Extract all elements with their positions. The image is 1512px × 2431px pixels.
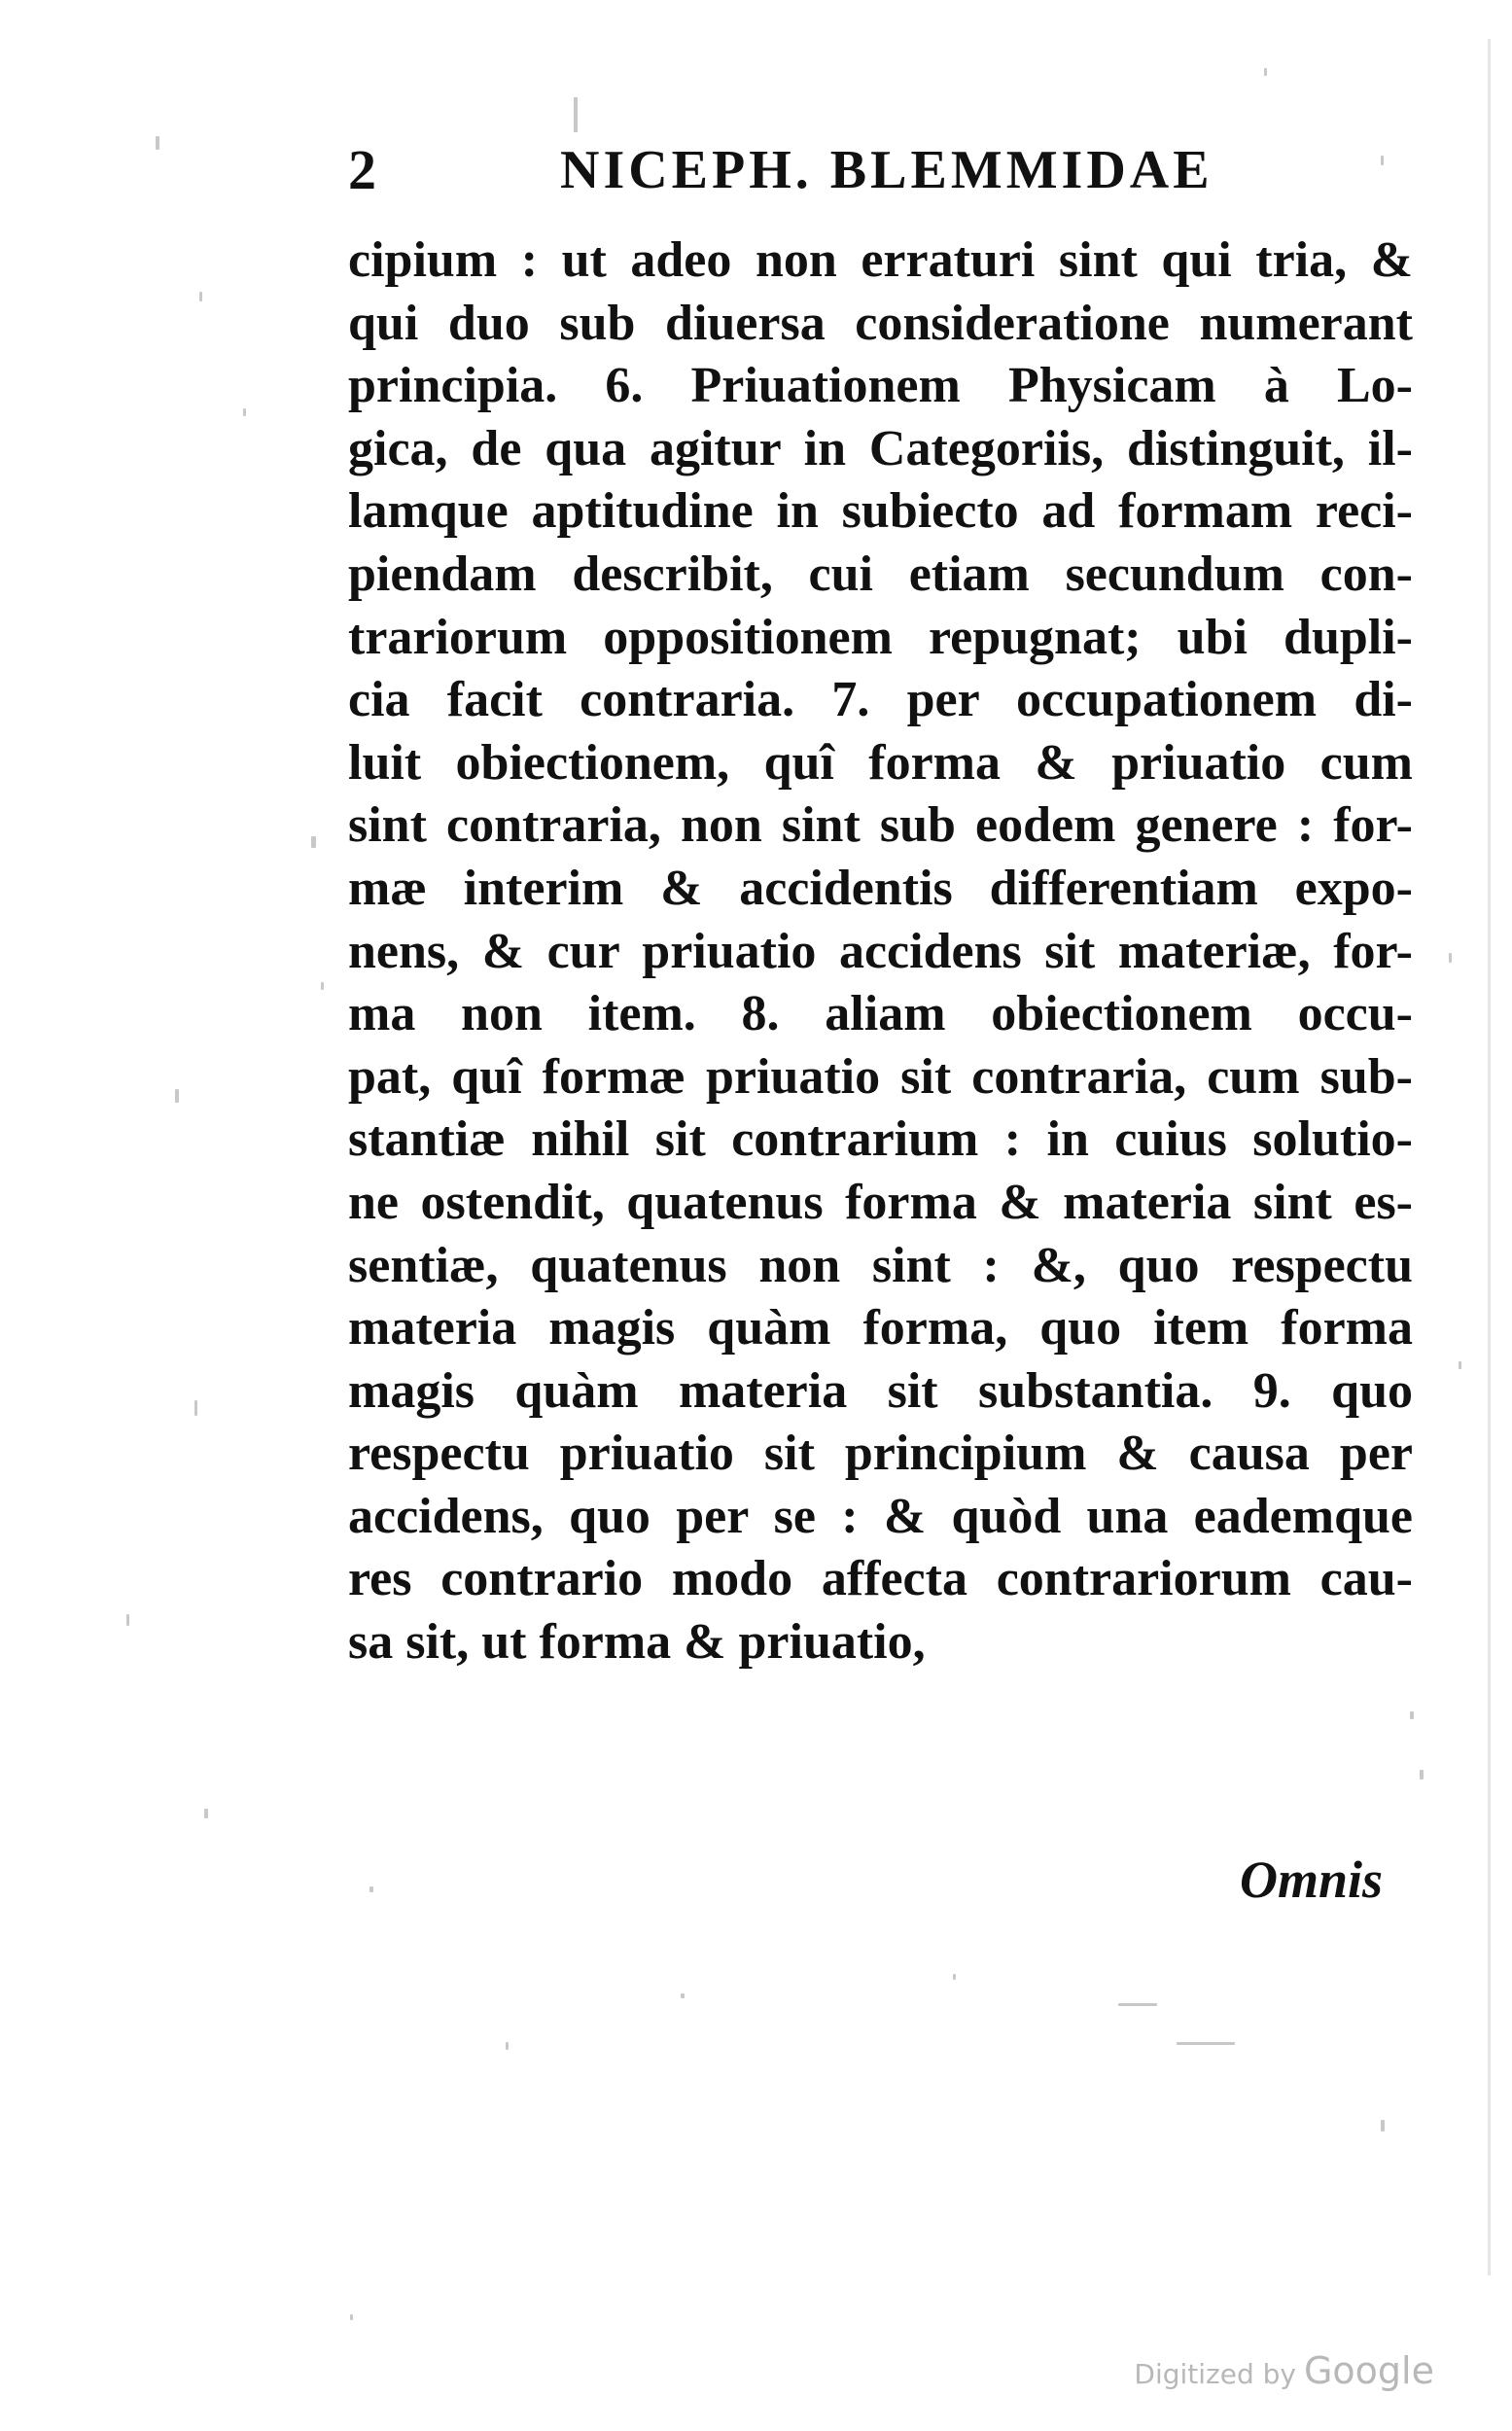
text-line: gica, de qua agitur in Categoriis, distinguit, il-: [348, 420, 1413, 476]
speck: [194, 1400, 197, 1416]
speck: [126, 1614, 129, 1626]
text-line: sint contraria, non sint sub eodem genere : for-: [348, 797, 1413, 854]
speck: [953, 1974, 956, 1980]
speck: [369, 1886, 373, 1892]
text-line: qui duo sub diuersa consideratione numerant: [348, 295, 1413, 351]
speck: [321, 982, 324, 990]
text-line: nens, & cur priuatio accidens sit materiæ, for-: [348, 923, 1413, 979]
page-edge-shadow: [1488, 39, 1491, 2275]
text-line: principia. 6. Priuationem Physicam à Lo-: [348, 358, 1413, 414]
text-line: respectu priuatio sit principium & causa per: [348, 1426, 1413, 1482]
text-line: trariorum oppositionem repugnat; ubi dupli-: [348, 609, 1413, 665]
text-line: res contrario modo affecta contrariorum cau-: [348, 1551, 1413, 1607]
speck: [574, 97, 578, 132]
text-line: mæ interim & accidentis differentiam expo-: [348, 860, 1413, 916]
speck: [199, 292, 202, 301]
speck: [1381, 2120, 1385, 2132]
speck: [204, 1809, 208, 1818]
text-line: cipium : ut adeo non erraturi sint qui tria, &: [348, 232, 1413, 288]
watermark-brand: Google: [1303, 2349, 1434, 2392]
speck: [175, 1089, 179, 1103]
text-line: piendam describit, cui etiam secundum con-: [348, 546, 1413, 602]
speck: [311, 836, 316, 848]
speck: [1420, 1770, 1424, 1779]
text-line: pat, quî formæ priuatio sit contraria, cum sub-: [348, 1048, 1413, 1105]
speck: [1459, 1361, 1461, 1369]
speck: [1264, 68, 1267, 76]
digitized-watermark: [1134, 2349, 1434, 2392]
speck: [506, 2042, 509, 2050]
text-line: ma non item. 8. aliam obiectionem occu-: [348, 986, 1413, 1042]
speck: [350, 2314, 353, 2320]
speck: [1410, 1711, 1414, 1719]
speck: [243, 408, 246, 416]
speck: [1449, 953, 1452, 963]
watermark-prefix: Digitized by: [1134, 2358, 1296, 2390]
text-line: materia magis quàm forma, quo item forma: [348, 1300, 1413, 1356]
speck: [1118, 2003, 1157, 2006]
page-header: [348, 136, 1418, 204]
text-line: accidens, quo per se : & quòd una eademque: [348, 1488, 1413, 1544]
text-line: lamque aptitudine in subiecto ad formam reci-: [348, 483, 1413, 540]
speck: [681, 1993, 685, 1998]
catchword: Omnis: [1240, 1850, 1384, 1909]
text-line: luit obiectionem, quî forma & priuatio cum: [348, 734, 1413, 791]
speck: [156, 136, 159, 150]
text-line: ne ostendit, quatenus forma & materia sint es-: [348, 1174, 1413, 1230]
text-line: sa sit, ut forma & priuatio,: [348, 1614, 926, 1671]
body-text: [348, 229, 1413, 1674]
text-line: stantiæ nihil sit contrarium : in cuius solutio-: [348, 1111, 1413, 1168]
speck: [1177, 2042, 1235, 2045]
running-head: NICEPH. BLEMMIDAE: [560, 140, 1213, 200]
page-number: 2: [348, 138, 376, 201]
text-line: cia facit contraria. 7. per occupationem di-: [348, 672, 1413, 728]
text-line: sentiæ, quatenus non sint : &, quo respectu: [348, 1237, 1413, 1293]
text-line: magis quàm materia sit substantia. 9. quo: [348, 1362, 1413, 1419]
